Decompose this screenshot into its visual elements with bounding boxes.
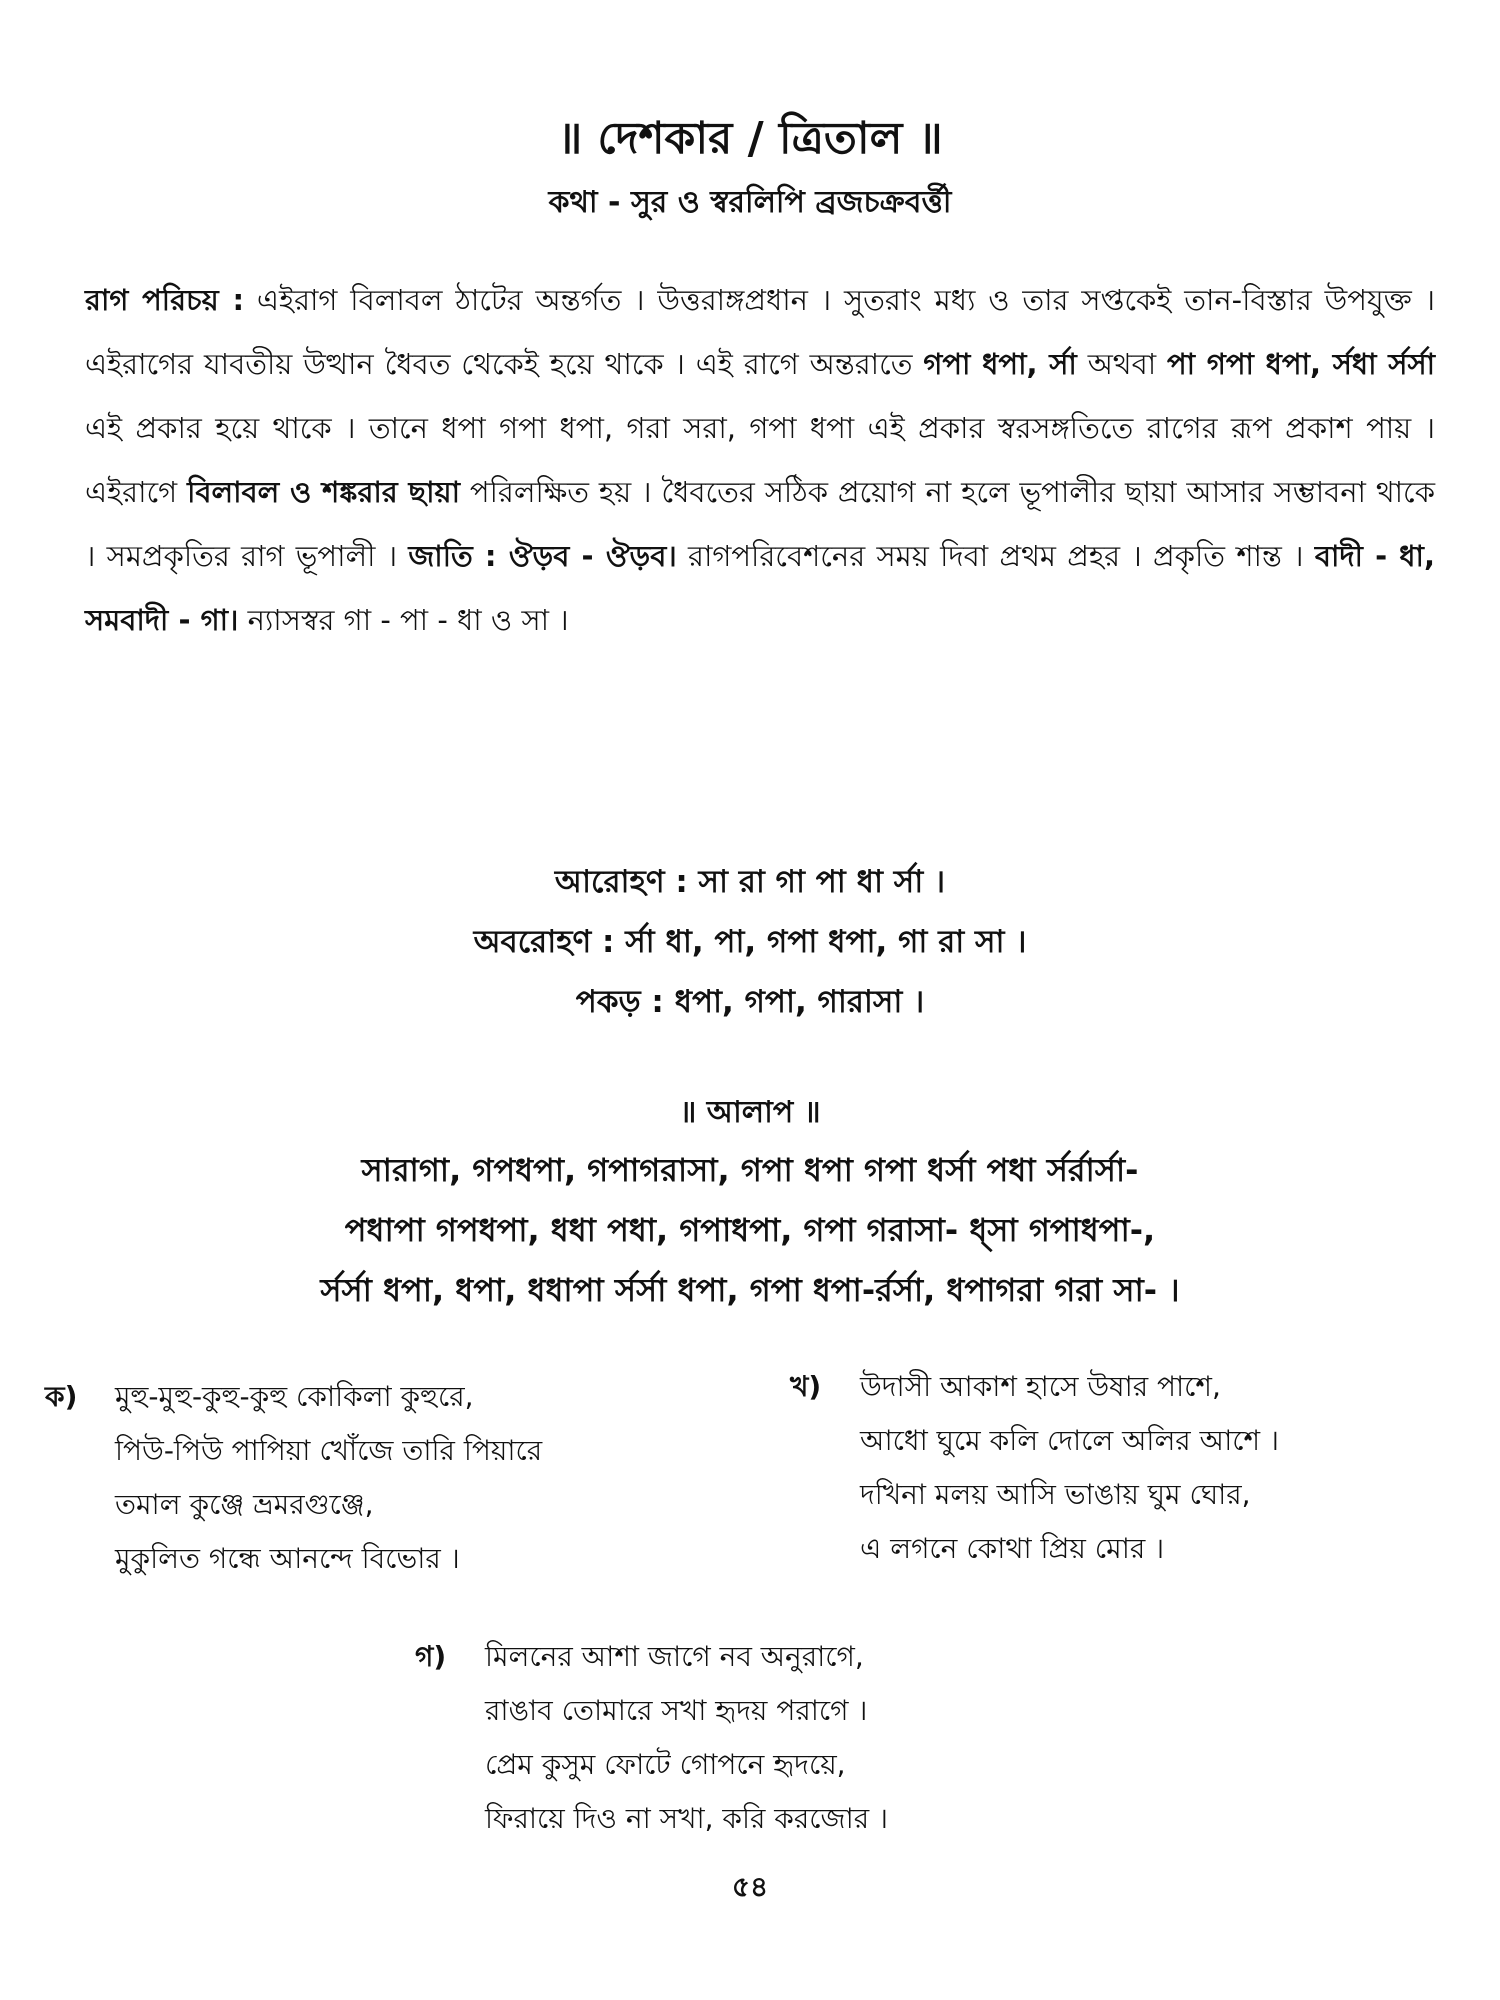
verse-line: মুহু-মুহু-কুহু-কুহু কোকিলা কুহুরে, [115,1380,474,1413]
page-title: ॥ দেশকার / ত্রিতাল ॥ [557,113,943,164]
verse-line: রাঙাব তোমারে সখা হৃদয় পরাগে । [485,1694,868,1727]
verse-line: মুকুলিত গন্ধে আনন্দে বিভোর । [115,1542,460,1575]
avaroha-line: অবরোহণ : র্সা ধা, পা, গপা ধপা, গা রা সা । [473,924,1027,960]
raga-introduction [85,268,1435,652]
verse-line: দখিনা মলয় আসি ভাঙায় ঘুম ঘোর, [860,1478,1251,1511]
verse-line: তমাল কুঞ্জে ভ্রমরগুঞ্জে, [115,1488,374,1521]
intro-text-1: এইরাগ বিলাবল ঠাটের অন্তর্গত । উত্তরাঙ্গপ্রধান । সুতরাং মধ্য ও তার সপ্তকেই তান-বিস্তার উপযুক্ত । এইরাগের যাবতীয় উত্থান ধৈবত থেকেই হয়ে থাকে । এই রাগে অন্তরাতে [85,283,1435,381]
verse-line: পিউ-পিউ পাপিয়া খোঁজে তারি পিয়ারে [115,1434,543,1467]
aroha-line: আরোহণ : সা রা গা পা ধা র্সা । [554,864,946,900]
intro-label: রাগ পরিচয় : [85,283,245,317]
verse-marker: গ) [415,1640,447,1673]
page-subtitle: কথা - সুর ও স্বরলিপি ব্রজচক্রবর্ত্তী [548,185,952,220]
intro-bold-4: জাতি : ঔড়ব - ঔড়ব। [408,539,677,573]
verse-line: আধো ঘুমে কলি দোলে অলির আশে । [860,1424,1280,1457]
verse-marker: খ) [790,1370,822,1403]
intro-text-2: অথবা [1076,347,1167,381]
intro-bold-2: পা গপা ধপা, র্সধা র্সর্সা [1167,347,1436,381]
alap-line: সারাগা, গপধপা, গপাগরাসা, গপা ধপা গপা ধর্সা পধা র্সর্রার্সা- [361,1151,1139,1189]
intro-bold-1: গপা ধপা, র্সা [923,347,1077,381]
page-number: ৫৪ [731,1870,769,1903]
intro-text-5: রাগপরিবেশনের সময় দিবা প্রথম প্রহর । প্রকৃতি শান্ত । [676,539,1315,573]
verse-line: ফিরায়ে দিও না সখা, করি করজোর । [485,1802,889,1835]
verse-line: এ লগনে কোথা প্রিয় মোর । [860,1532,1165,1565]
verse-ka [45,1370,745,1586]
alap-heading: ॥ আলাপ ॥ [679,1095,821,1130]
verse-line: প্রেম কুসুম ফোটে গোপনে হৃদয়ে, [485,1748,846,1781]
verse-line: মিলনের আশা জাগে নব অনুরাগে, [485,1640,864,1673]
verse-ga [415,1630,1115,1846]
verse-marker: ক) [45,1380,78,1413]
intro-text-6: ন্যাসস্বর গা - পা - ধা ও সা । [238,603,569,637]
intro-text-4: পরিলক্ষিত হয় । ধৈবতের সঠিক প্রয়োগ না হলে ভূপালীর ছায়া আসার সম্ভাবনা থাকে । সমপ্রকৃতির রাগ ভূপালী । [85,475,1435,573]
verse-kha [790,1360,1470,1576]
intro-bold-3: বিলাবল ও শঙ্করার ছায়া [187,475,461,509]
alap-line: র্সর্সা ধপা, ধপা, ধধাপা র্সর্সা ধপা, গপা ধপা-র্রর্সা, ধপাগরা গরা সা- । [320,1271,1180,1309]
alap-line: পধাপা গপধপা, ধধা পধা, গপাধপা, গপা গরাসা- ধ্সা গপাধপা-, [344,1211,1156,1249]
intro-bold-5: বাদী - ধা, সমবাদী - গা। [85,539,1435,637]
intro-text-3: এই প্রকার হয়ে থাকে । তানে ধপা গপা ধপা, গরা সরা, গপা ধপা এই প্রকার স্বরসঙ্গতিতে রাগের রূপ প্রকাশ পায় । এইরাগে [85,411,1435,509]
pakad-line: পকড় : ধপা, গপা, গারাসা । [575,984,925,1020]
verse-line: উদাসী আকাশ হাসে উষার পাশে, [860,1370,1221,1403]
